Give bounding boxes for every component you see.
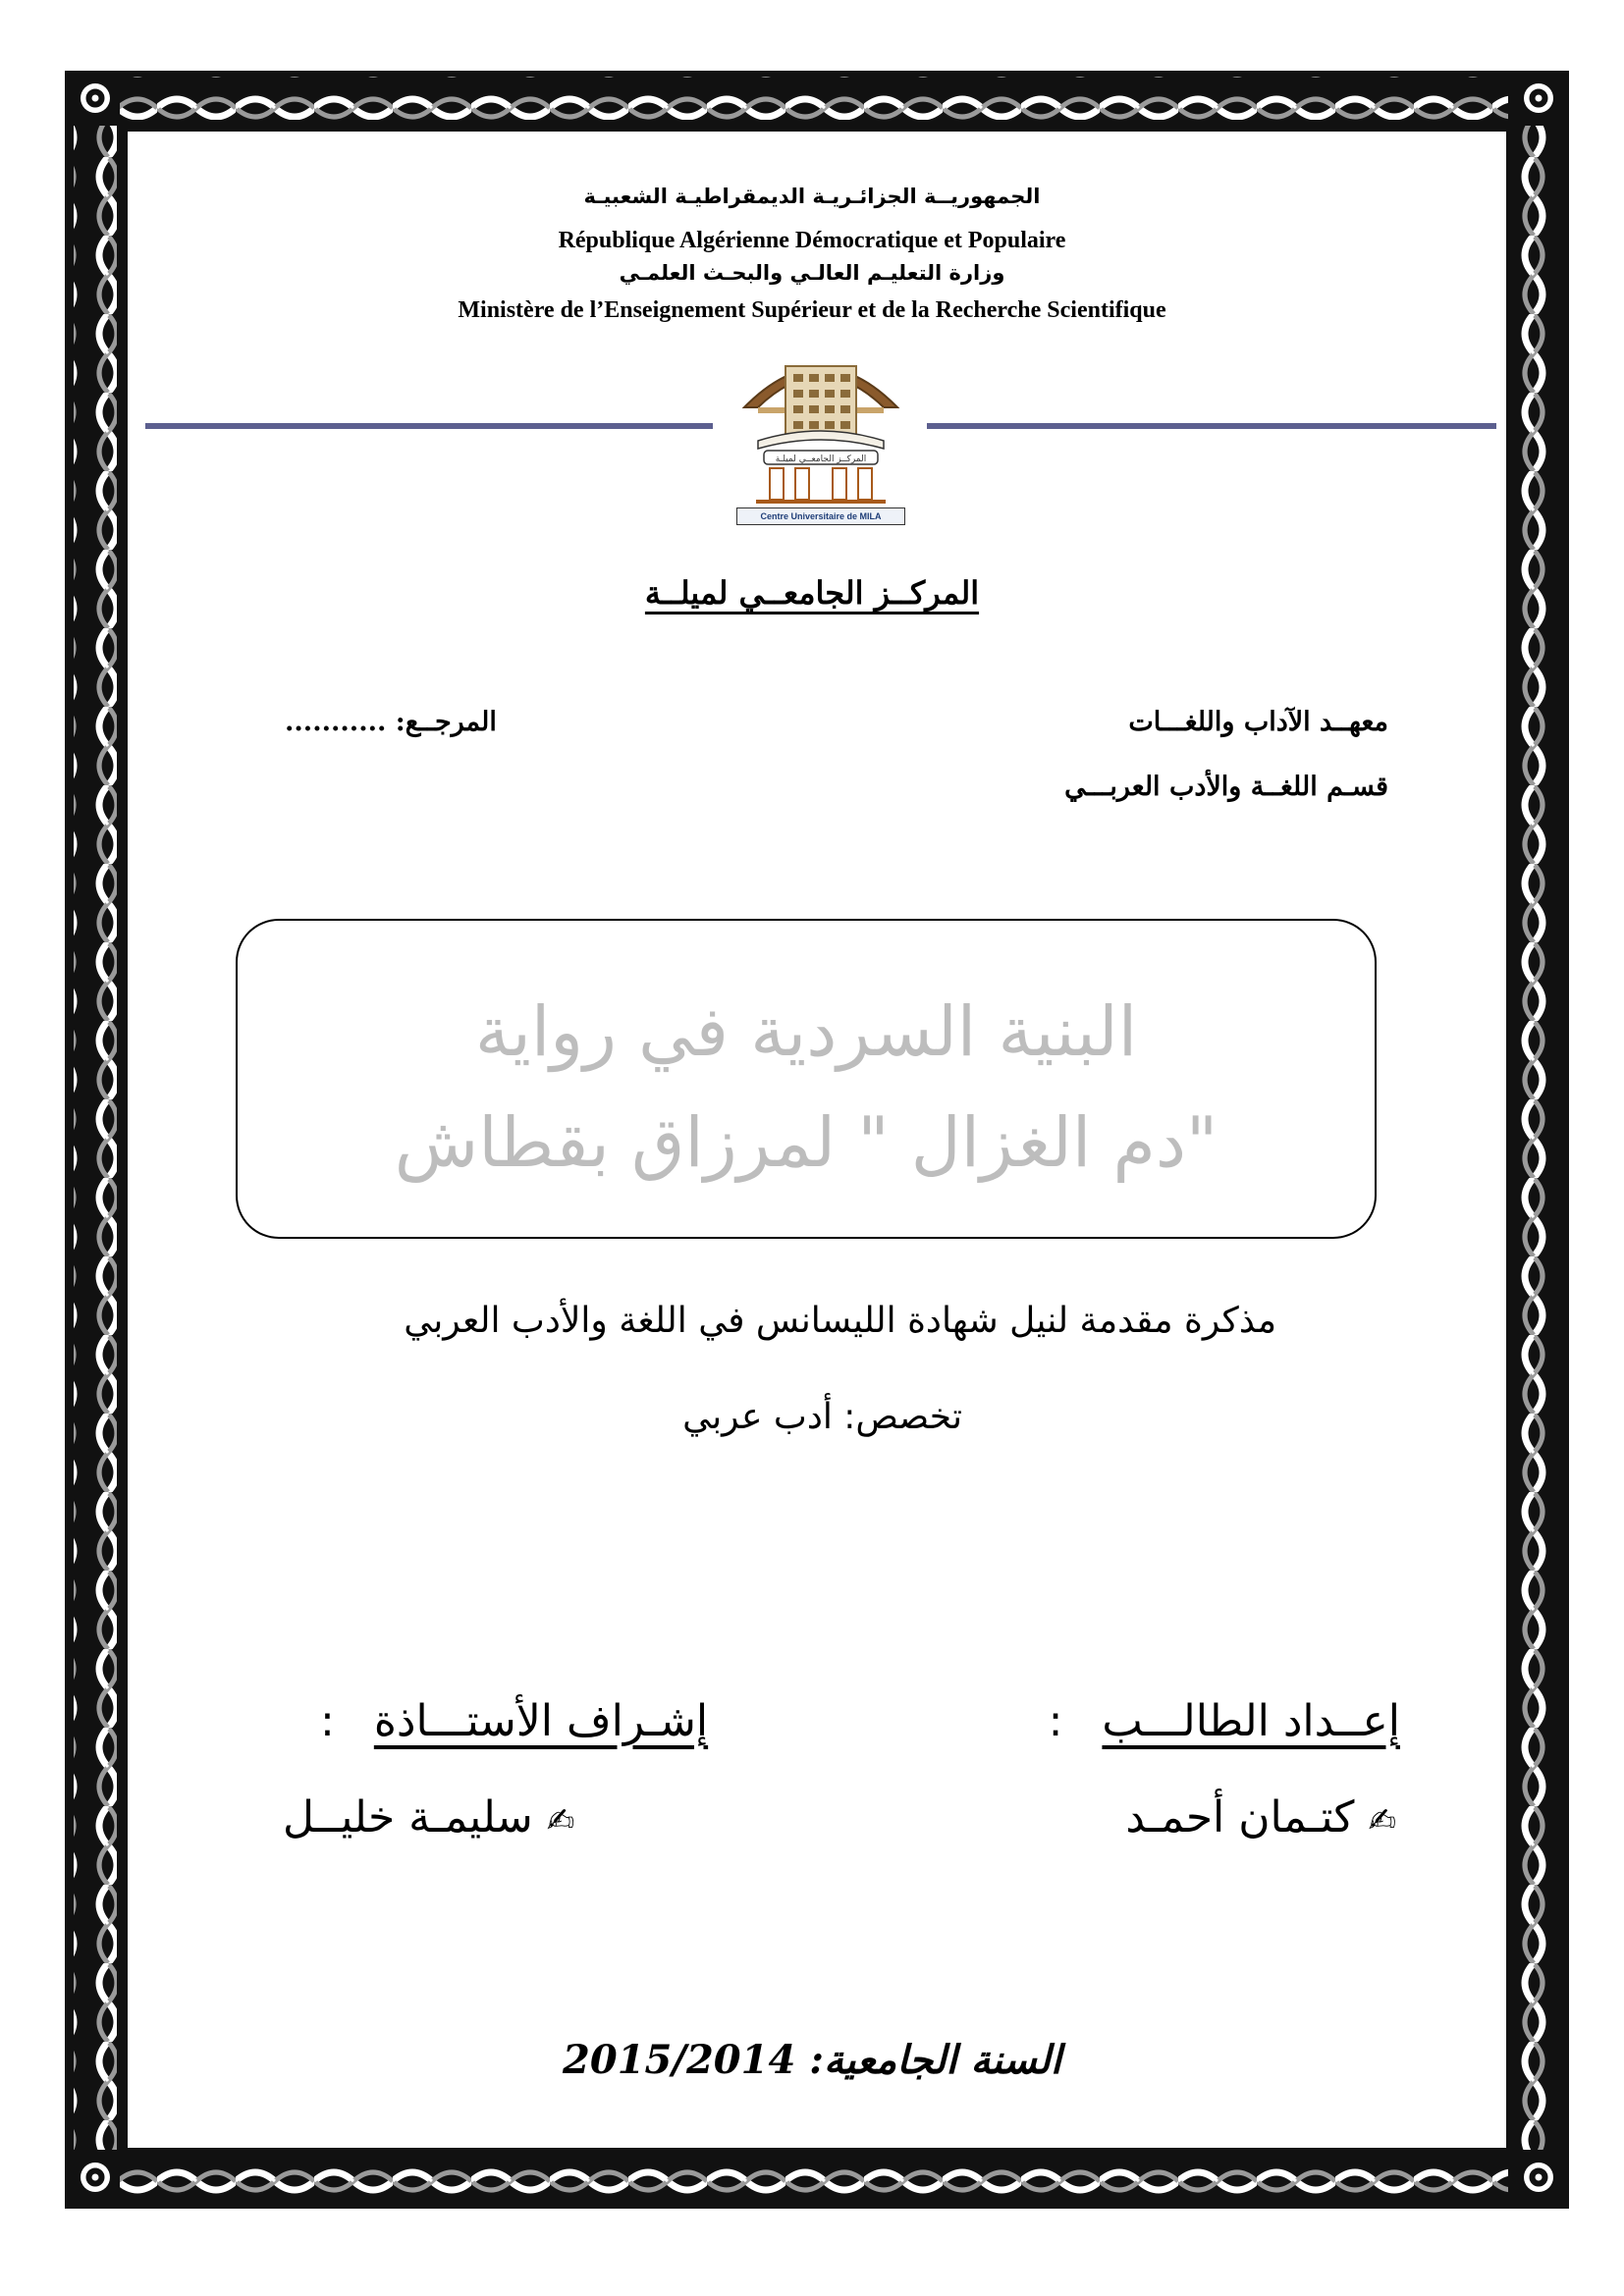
logo-banner-text: المركــز الجامعــي لميلـة (775, 454, 867, 464)
student-name: كتـمان أحمـد (1125, 1792, 1355, 1842)
left-divider-line (145, 423, 713, 429)
institute-name: معهــد الآداب واللغـــات (1128, 707, 1388, 737)
memo-description: مذكرة مقدمة لنيل شهادة الليسانس في اللغة والأدب العربي (404, 1301, 1276, 1341)
supervisor-heading-label: إشـراف الأستـــاذة (373, 1696, 709, 1746)
reference-field: المرجــع: ........... (285, 707, 497, 737)
writing-hand-icon: ✍ (546, 1801, 575, 1841)
department-name: قسـم اللغــة والأدب العربـــي (1064, 772, 1388, 802)
supervisor-heading (320, 1696, 732, 1746)
supervisor-name: سليمـة خليــل (283, 1792, 533, 1842)
thesis-title-line-1: البنية السردية في رواية (474, 991, 1138, 1072)
thesis-title-box (236, 919, 1377, 1239)
student-heading-label: إعــداد الطالـــب (1102, 1696, 1400, 1746)
writing-hand-icon: ✍ (1368, 1801, 1396, 1841)
specialty-line: تخصص: أدب عربي (682, 1397, 962, 1437)
header-ministry-french: Ministère de l’Enseignement Supérieur et de la Recherche Scientifique (458, 297, 1166, 323)
student-heading-colon: : (1048, 1696, 1063, 1746)
academic-year: السنة الجامعية: 2015/2014 (563, 2037, 1061, 2083)
university-building-emblem (736, 339, 905, 506)
right-divider-line (927, 423, 1496, 429)
thesis-title-line-2: "دم الغزال " لمرزاق بقطاش (394, 1102, 1218, 1183)
supervisor-heading-colon: : (320, 1696, 335, 1746)
university-name: المركــز الجامعــي لميلــة (644, 574, 980, 612)
supervisor-name-line (283, 1792, 656, 1842)
header-republic-arabic: الجمهوريــة الجزائـريـة الديمقراطيـة الشعبيـة (583, 185, 1041, 208)
student-name-line (807, 1792, 1396, 1842)
logo-caption: Centre Universitaire de MILA (736, 507, 905, 525)
university-logo (736, 339, 905, 527)
header-ministry-arabic: وزارة التعليـم العالـي والبحـث العلمـي (619, 261, 1005, 285)
header-republic-french: République Algérienne Démocratique et Populaire (558, 228, 1066, 253)
student-heading (811, 1696, 1400, 1746)
